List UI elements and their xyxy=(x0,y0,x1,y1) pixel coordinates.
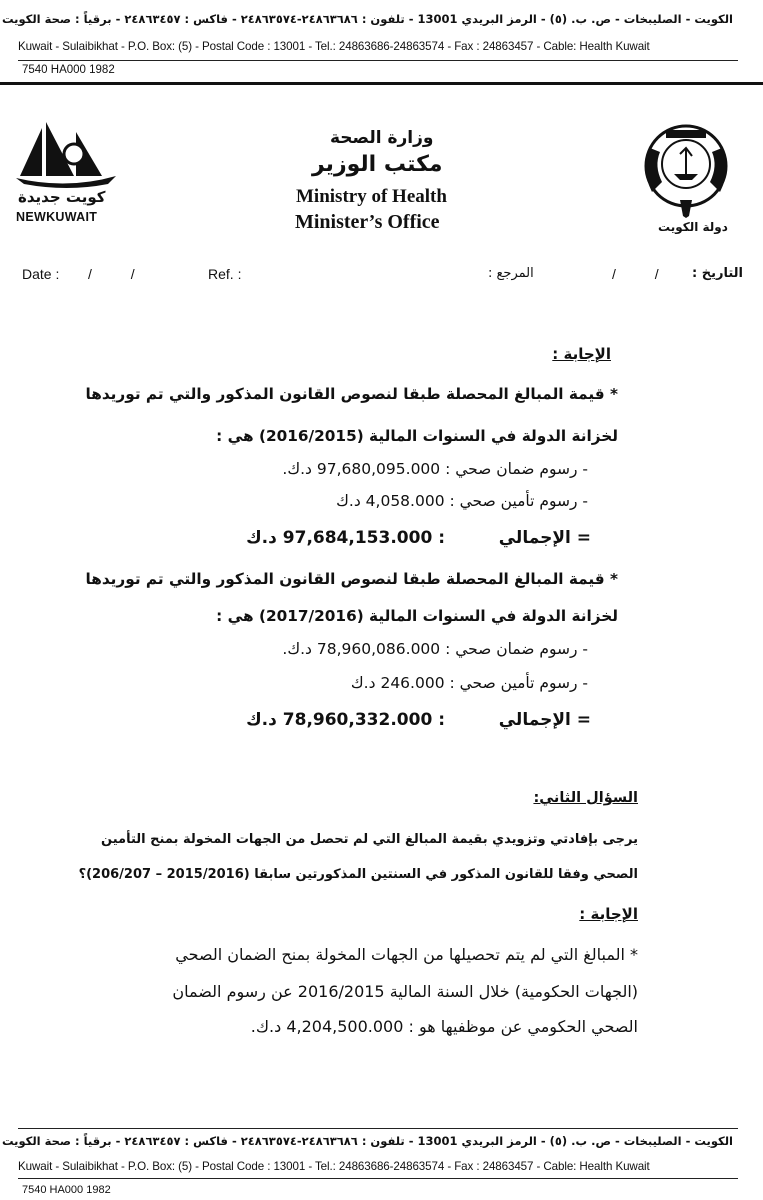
letterhead-bottom-top-line xyxy=(18,1128,738,1129)
letterhead-top-underline xyxy=(18,60,738,61)
letterhead-bottom-english: Kuwait - Sulaibikhat - P.O. Box: (5) - Postal Code : 13001 - Tel.: 24863686-24863574 - Fax : 24863457 - Cable: Health Kuwait xyxy=(18,1160,650,1173)
letterhead-bottom-form-code: 7540 HA000 1982 xyxy=(22,1184,111,1196)
state-of-kuwait-caption: دولة الكويت xyxy=(658,220,728,234)
ministry-arabic-name: وزارة الصحة xyxy=(330,128,434,148)
a2-line3: الصحي الحكومي عن موظفيها هو : 4,204,500.000 د.ك. xyxy=(250,1017,638,1036)
ministry-english-name: Ministry of Health xyxy=(296,186,447,207)
p2-item1: - رسوم ضمان صحي : 78,960,086.000 د.ك. xyxy=(282,640,588,658)
letterhead-bottom-arabic: الكويت - الصليبخات - ص. ب. (٥) - الرمز البريدي 13001 - تلفون : ٢٤٨٦٣٦٨٦-٢٤٨٦٣٥٧٤ - فاكس : ٢٤٨٦٣٤٥٧ - برقياً : صحة الكويت xyxy=(1,1134,733,1148)
falcon-emblem-icon xyxy=(636,118,736,218)
letterhead-top-rule xyxy=(0,82,763,85)
letterhead-bottom-underline xyxy=(18,1178,738,1179)
p1-item2: - رسوم تأمين صحي : 4,058.000 د.ك xyxy=(336,492,588,510)
date-arabic-label: التاريخ : xyxy=(692,266,743,281)
q2-line2: الصحي وفقا للقانون المذكور في السنتين المذكورتين سابقا (2015/2016 – 206/207)؟ xyxy=(78,867,638,882)
dhow-sails-icon xyxy=(12,118,122,188)
p2-line1: * قيمة المبالغ المحصلة طبقا لنصوص القانون المذكور والتي تم توريدها xyxy=(85,570,618,588)
letterhead-top-form-code: 7540 HA000 1982 xyxy=(22,64,115,76)
letterhead-top-english: Kuwait - Sulaibikhat - P.O. Box: (5) - Postal Code : 13001 - Tel.: 24863686-24863574 - Fax : 24863457 - Cable: Health Kuwait xyxy=(18,40,650,53)
date-arabic-slashes: / / xyxy=(612,266,659,282)
p2-total-value: : 78,960,332.000 د.ك xyxy=(246,710,445,730)
ref-arabic-label: المرجع : xyxy=(488,266,534,281)
p1-total-value: : 97,684,153.000 د.ك xyxy=(246,528,445,548)
p1-line1: * قيمة المبالغ المحصلة طبقا لنصوص القانون المذكور والتي تم توريدها xyxy=(85,385,618,403)
q2-line1: يرجى بإفادتي وتزويدي بقيمة المبالغ التي لم تحصل من الجهات المخولة بمنح التأمين xyxy=(101,832,638,847)
question2-heading: السؤال الثاني: xyxy=(533,790,638,806)
ref-label: Ref. : xyxy=(208,266,242,282)
p2-item2: - رسوم تأمين صحي : 246.000 د.ك xyxy=(350,674,588,692)
minister-office-english: Minister’s Office xyxy=(295,211,440,233)
p1-line2: لخزانة الدولة في السنوات المالية (2016/2015) هي : xyxy=(216,427,618,445)
minister-office-arabic: مكتب الوزير xyxy=(312,152,443,177)
new-kuwait-logo-arabic: كويت جديدة xyxy=(18,188,106,206)
answer-heading-1: الإجابة : xyxy=(552,345,611,363)
p1-total-label: = الإجمالي xyxy=(498,528,591,548)
a2-line2: (الجهات الحكومية) خلال السنة المالية 2016/2015 عن رسوم الضمان xyxy=(172,982,638,1001)
a2-line1: * المبالغ التي لم يتم تحصيلها من الجهات المخولة بمنح الضمان الصحي xyxy=(175,945,638,964)
p1-item1: - رسوم ضمان صحي : 97,680,095.000 د.ك. xyxy=(282,460,588,478)
new-kuwait-logo-caption: NEWKUWAIT xyxy=(16,210,98,224)
new-kuwait-logo xyxy=(12,118,122,230)
answer-heading-2: الإجابة : xyxy=(579,905,638,923)
date-slashes: / / xyxy=(88,266,135,282)
letterhead-top-arabic: الكويت - الصليبخات - ص. ب. (٥) - الرمز البريدي 13001 - تلفون : ٢٤٨٦٣٦٨٦-٢٤٨٦٣٥٧٤ - فاكس : ٢٤٨٦٣٤٥٧ - برقياً : صحة الكويت xyxy=(1,12,733,26)
kuwait-emblem xyxy=(636,118,736,236)
date-label: Date : xyxy=(22,266,60,282)
p2-total-label: = الإجمالي xyxy=(498,710,591,730)
p2-line2: لخزانة الدولة في السنوات المالية (2017/2016) هي : xyxy=(216,607,618,625)
